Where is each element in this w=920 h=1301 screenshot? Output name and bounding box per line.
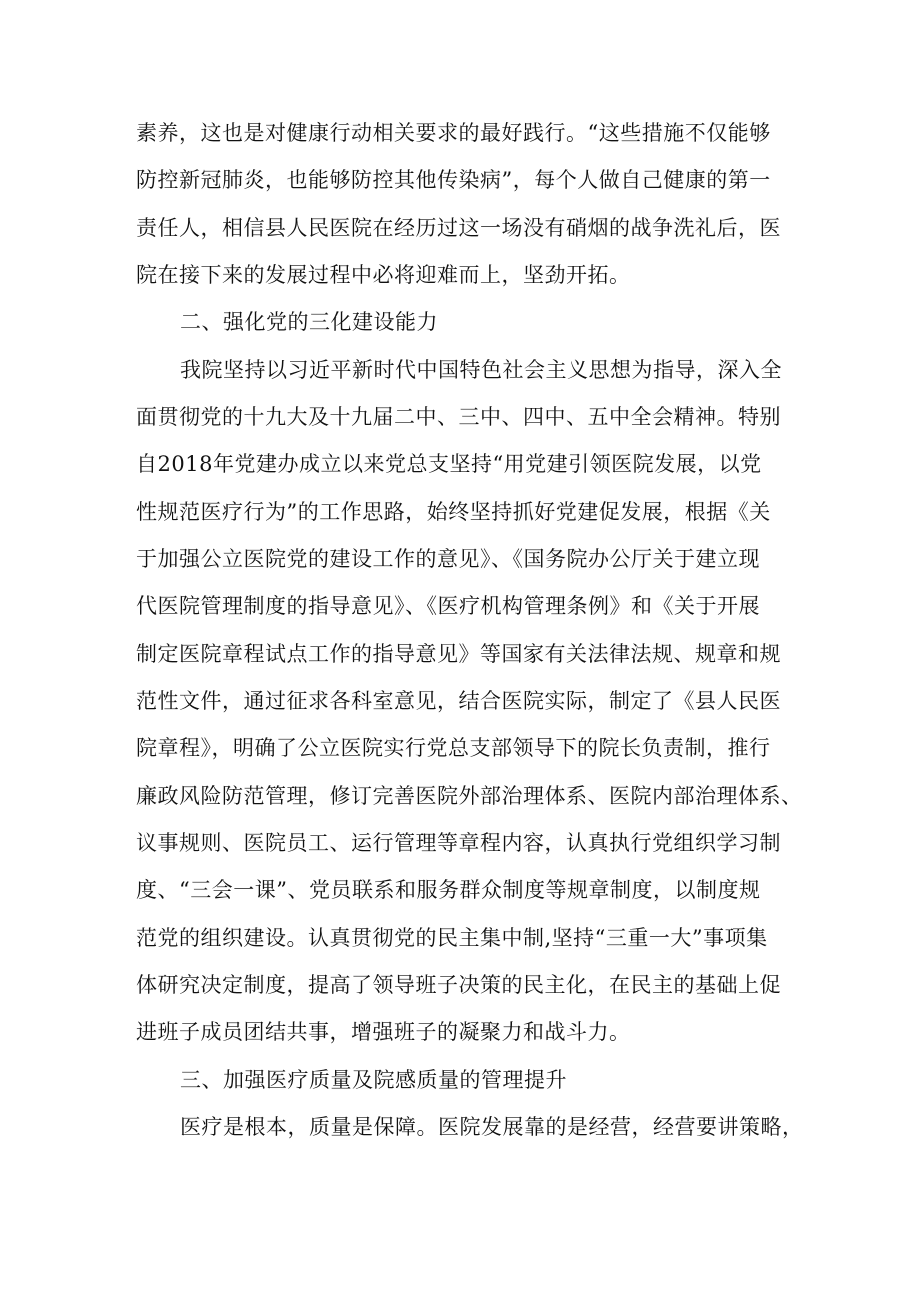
text-line: 医疗是根本，质量是保障。医院发展靠的是经营，经营要讲策略，	[180, 1115, 804, 1139]
text-line: 责任人，相信县人民医院在经历过这一场没有硝烟的战争洗礼后，医	[136, 216, 781, 240]
text-line: 度、“三会一课”、党员联系和服务群众制度等规章制度，以制度规	[136, 878, 761, 902]
text-line: 三、加强医疗质量及院感质量的管理提升	[180, 1068, 567, 1092]
text-line: 范党的组织建设。认真贯彻党的民主集中制,坚持“三重一大”事项集	[136, 926, 768, 950]
text-line: 素养，这也是对健康行动相关要求的最好践行。“这些措施不仅能够	[136, 121, 771, 145]
text-line: 自2018年党建办成立以来党总支坚持“用党建引领医院发展，以党	[136, 452, 762, 476]
text-line: 防控新冠肺炎，也能够防控其他传染病”，每个人做自己健康的第一	[136, 168, 771, 192]
text-line: 面贯彻党的十九大及十九届二中、三中、四中、五中全会精神。特别	[136, 405, 781, 429]
text-line: 性规范医疗行为”的工作思路，始终坚持抓好党建促发展，根据《关	[136, 500, 771, 524]
text-line: 范性文件，通过征求各科室意见，结合医院实际，制定了《县人民医	[136, 689, 781, 713]
text-line: 进班子成员团结共事，增强班子的凝聚力和战斗力。	[136, 1020, 631, 1044]
text-line: 体研究决定制度，提高了领导班子决策的民主化，在民主的基础上促	[136, 973, 781, 997]
text-line: 院章程》，明确了公立医院实行党总支部领导下的院长负责制，推行	[136, 736, 771, 760]
text-line: 二、强化党的三化建设能力	[180, 310, 438, 334]
text-line: 院在接下来的发展过程中必将迎难而上，坚劲开拓。	[136, 263, 631, 287]
text-line: 于加强公立医院党的建设工作的意见》、《国务院办公厅关于建立现	[136, 547, 760, 571]
text-line: 代医院管理制度的指导意见》、《医疗机构管理条例》和《关于开展	[136, 594, 760, 618]
text-line: 制定医院章程试点工作的指导意见》等国家有关法律法规、规章和规	[136, 642, 781, 666]
text-line: 我院坚持以习近平新时代中国特色社会主义思想为指导，深入全	[180, 358, 782, 382]
text-line: 廉政风险防范管理，修订完善医院外部治理体系、医院内部治理体系、	[136, 784, 803, 808]
text-line: 议事规则、医院员工、运行管理等章程内容，认真执行党组织学习制	[136, 831, 781, 855]
